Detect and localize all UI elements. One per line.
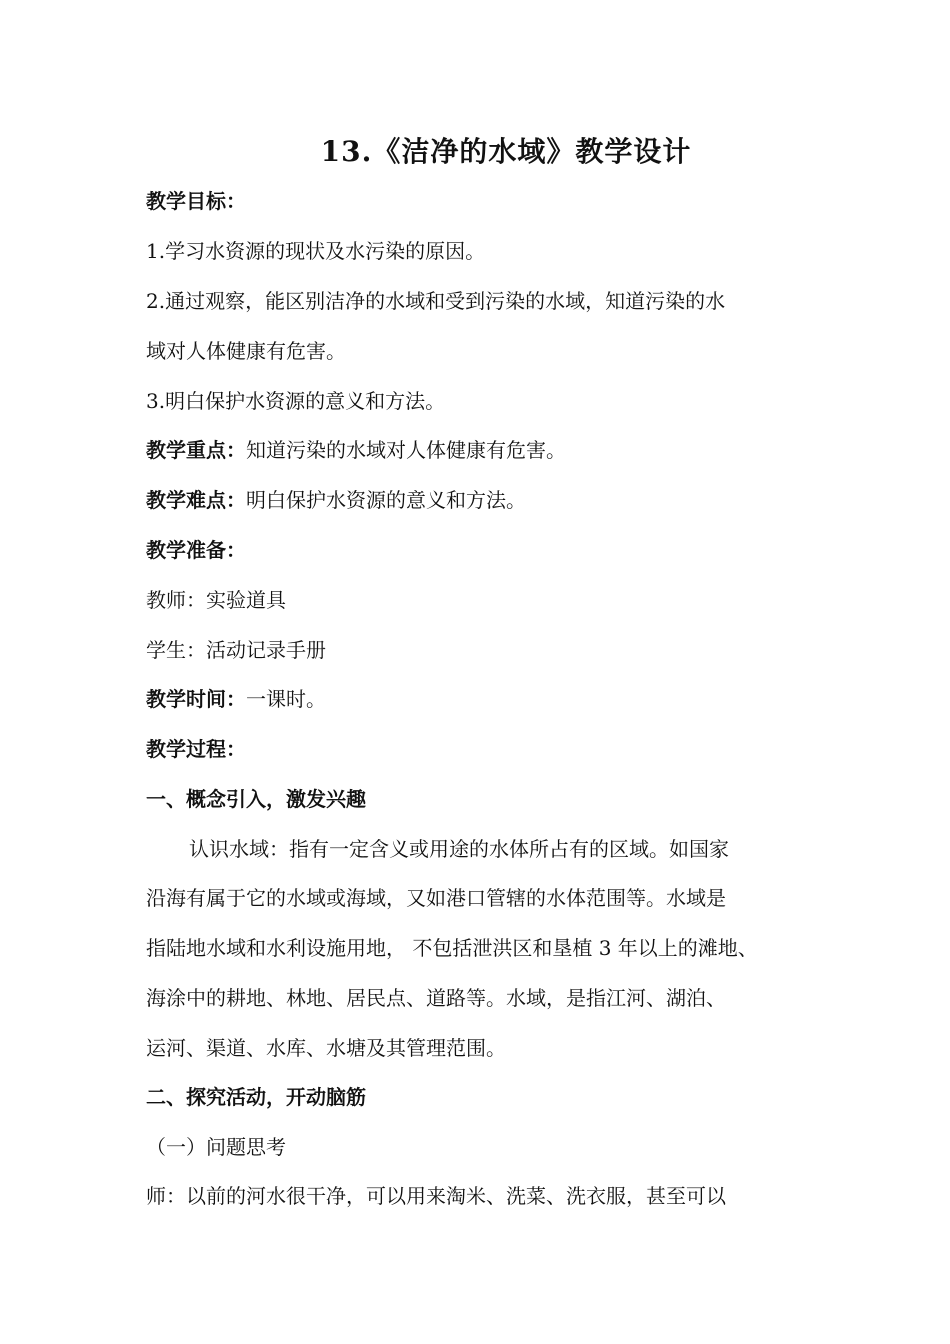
prep-teacher: 教师：实验道具 xyxy=(146,588,286,612)
time-row xyxy=(146,684,326,714)
difficulty-row xyxy=(146,485,526,515)
objective-2-line-1: 2.通过观察，能区别洁净的水域和受到污染的水域，知道污染的水 xyxy=(146,289,726,313)
time-label: 教学时间： xyxy=(146,687,246,711)
paragraph-1-line-4: 海涂中的耕地、林地、居民点、道路等。水域，是指江河、湖泊、 xyxy=(146,986,726,1010)
subsection-1-heading: （一）问题思考 xyxy=(146,1135,286,1159)
paragraph-1-line-2: 沿海有属于它的水域或海域，又如港口管辖的水体范围等。水域是 xyxy=(146,886,726,910)
objectives-heading: 教学目标： xyxy=(146,189,246,213)
paragraph-1-line-5: 运河、渠道、水库、水塘及其管理范围。 xyxy=(146,1036,506,1060)
difficulty-label: 教学难点： xyxy=(146,488,246,512)
difficulty-text: 明白保护水资源的意义和方法。 xyxy=(246,488,526,512)
objective-1: 1.学习水资源的现状及水污染的原因。 xyxy=(146,239,486,263)
paragraph-1-line-3: 指陆地水域和水利设施用地， 不包括泄洪区和垦植 3 年以上的滩地、 xyxy=(146,936,758,960)
key-point-row xyxy=(146,435,566,465)
paragraph-2-line-1: 师：以前的河水很干净，可以用来淘米、洗菜、洗衣服，甚至可以 xyxy=(146,1184,726,1208)
process-heading: 教学过程： xyxy=(146,737,246,761)
preparation-heading: 教学准备： xyxy=(146,538,246,562)
prep-student: 学生：活动记录手册 xyxy=(146,638,326,662)
objective-3: 3.明白保护水资源的意义和方法。 xyxy=(146,389,446,413)
document-title: 13.《洁净的水域》教学设计 xyxy=(320,135,692,168)
objective-2-line-2: 域对人体健康有危害。 xyxy=(146,339,346,363)
section-2-heading: 二、探究活动，开动脑筋 xyxy=(146,1085,366,1109)
key-point-text: 知道污染的水域对人体健康有危害。 xyxy=(246,438,566,462)
time-text: 一课时。 xyxy=(246,687,326,711)
section-1-heading: 一、概念引入，激发兴趣 xyxy=(146,787,366,811)
key-point-label: 教学重点： xyxy=(146,438,246,462)
paragraph-1-line-1: 认识水域：指有一定含义或用途的水体所占有的区域。如国家 xyxy=(189,837,729,861)
